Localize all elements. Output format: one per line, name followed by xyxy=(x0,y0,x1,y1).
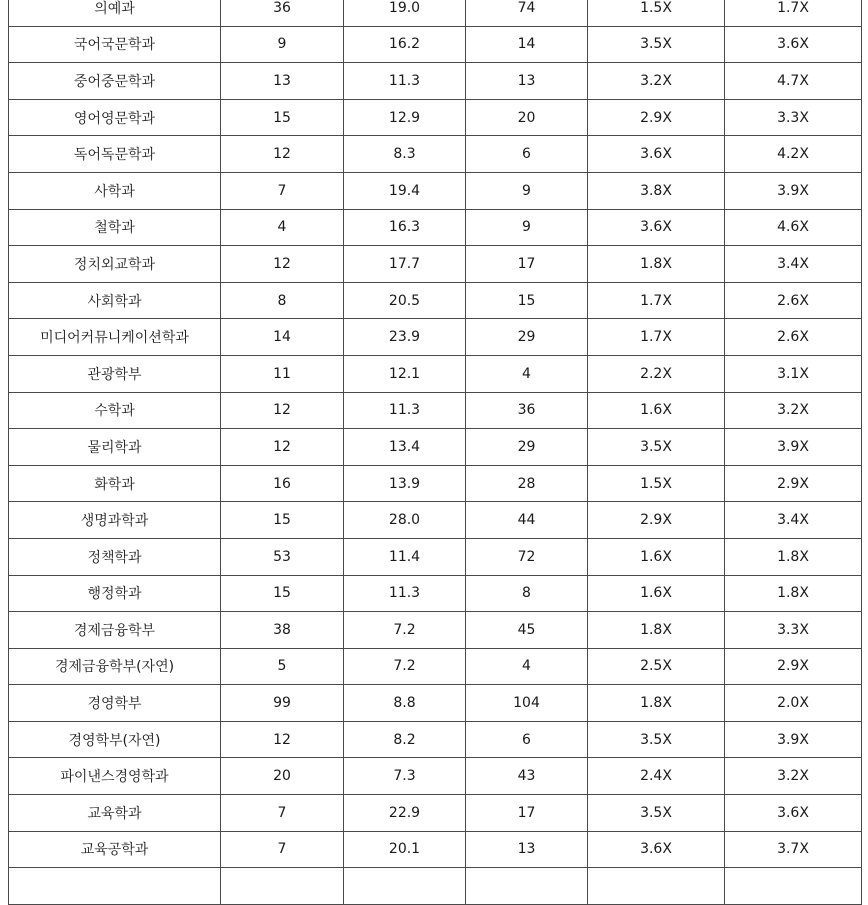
table-row xyxy=(9,392,862,429)
table-row xyxy=(9,502,862,539)
quota-cell: 5 xyxy=(221,648,344,685)
multiple-cell-a: 1.8X xyxy=(588,246,725,283)
multiple-cell-a: 1.7X xyxy=(588,319,725,356)
table-row xyxy=(9,99,862,136)
table-row xyxy=(9,282,862,319)
multiple-cell-a: 2.9X xyxy=(588,502,725,539)
quota-cell: 8 xyxy=(221,282,344,319)
multiple-cell-a: 2.2X xyxy=(588,355,725,392)
table-row xyxy=(9,538,862,575)
count-cell: 9 xyxy=(466,209,588,246)
multiple-cell-b: 3.2X xyxy=(725,758,862,795)
department-cell: 의예과 xyxy=(9,0,221,26)
department-cell xyxy=(9,868,221,905)
quota-cell: 15 xyxy=(221,575,344,612)
multiple-cell-a: 3.8X xyxy=(588,172,725,209)
quota-cell: 13 xyxy=(221,63,344,100)
count-cell: 72 xyxy=(466,538,588,575)
multiple-cell-a: 1.5X xyxy=(588,0,725,26)
count-cell: 8 xyxy=(466,575,588,612)
multiple-cell-a: 3.5X xyxy=(588,429,725,466)
multiple-cell-a: 3.2X xyxy=(588,63,725,100)
count-cell: 4 xyxy=(466,355,588,392)
multiple-cell-a: 3.5X xyxy=(588,795,725,832)
table-row xyxy=(9,685,862,722)
table-row xyxy=(9,758,862,795)
multiple-cell-b: 3.7X xyxy=(725,831,862,868)
multiple-cell-b: 1.8X xyxy=(725,538,862,575)
multiple-cell-a: 2.5X xyxy=(588,648,725,685)
table-row xyxy=(9,795,862,832)
count-cell: 44 xyxy=(466,502,588,539)
multiple-cell-b: 3.9X xyxy=(725,721,862,758)
department-cell: 독어독문학과 xyxy=(9,136,221,173)
multiple-cell-a xyxy=(588,868,725,905)
ratio-cell: 7.2 xyxy=(344,648,466,685)
ratio-cell: 16.3 xyxy=(344,209,466,246)
department-cell: 중어중문학과 xyxy=(9,63,221,100)
count-cell: 14 xyxy=(466,26,588,63)
department-cell: 교육공학과 xyxy=(9,831,221,868)
department-cell: 미디어커뮤니케이션학과 xyxy=(9,319,221,356)
ratio-cell: 7.2 xyxy=(344,612,466,649)
quota-cell: 11 xyxy=(221,355,344,392)
department-cell: 영어영문학과 xyxy=(9,99,221,136)
count-cell: 20 xyxy=(466,99,588,136)
table-row xyxy=(9,831,862,868)
table-row xyxy=(9,355,862,392)
table-row xyxy=(9,0,862,26)
multiple-cell-a: 3.5X xyxy=(588,721,725,758)
department-cell: 경영학부 xyxy=(9,685,221,722)
ratio-cell: 12.1 xyxy=(344,355,466,392)
ratio-cell: 8.8 xyxy=(344,685,466,722)
quota-cell: 53 xyxy=(221,538,344,575)
table-row xyxy=(9,136,862,173)
multiple-cell-b: 4.6X xyxy=(725,209,862,246)
count-cell: 17 xyxy=(466,795,588,832)
table-row xyxy=(9,465,862,502)
multiple-cell-a: 2.4X xyxy=(588,758,725,795)
department-cell: 사학과 xyxy=(9,172,221,209)
table-body xyxy=(9,0,862,904)
quota-cell: 12 xyxy=(221,429,344,466)
ratio-cell: 11.4 xyxy=(344,538,466,575)
multiple-cell-b: 3.9X xyxy=(725,172,862,209)
multiple-cell-a: 1.7X xyxy=(588,282,725,319)
count-cell: 9 xyxy=(466,172,588,209)
quota-cell: 9 xyxy=(221,26,344,63)
department-cell: 수학과 xyxy=(9,392,221,429)
department-cell: 화학과 xyxy=(9,465,221,502)
multiple-cell-b: 4.2X xyxy=(725,136,862,173)
ratio-cell: 11.3 xyxy=(344,575,466,612)
ratio-cell: 13.9 xyxy=(344,465,466,502)
table-row xyxy=(9,575,862,612)
multiple-cell-a: 1.6X xyxy=(588,575,725,612)
ratio-cell: 8.3 xyxy=(344,136,466,173)
ratio-cell xyxy=(344,868,466,905)
department-cell: 정치외교학과 xyxy=(9,246,221,283)
table-row xyxy=(9,429,862,466)
multiple-cell-b: 3.4X xyxy=(725,246,862,283)
multiple-cell-a: 1.5X xyxy=(588,465,725,502)
department-cell: 국어국문학과 xyxy=(9,26,221,63)
admissions-table-container xyxy=(8,0,862,905)
ratio-cell: 20.1 xyxy=(344,831,466,868)
multiple-cell-b: 3.1X xyxy=(725,355,862,392)
multiple-cell-a: 1.6X xyxy=(588,392,725,429)
quota-cell: 7 xyxy=(221,795,344,832)
count-cell: 15 xyxy=(466,282,588,319)
quota-cell: 15 xyxy=(221,502,344,539)
multiple-cell-a: 1.8X xyxy=(588,612,725,649)
quota-cell: 4 xyxy=(221,209,344,246)
multiple-cell-b: 2.6X xyxy=(725,319,862,356)
multiple-cell-b: 2.0X xyxy=(725,685,862,722)
multiple-cell-b: 2.9X xyxy=(725,648,862,685)
multiple-cell-a: 3.5X xyxy=(588,26,725,63)
quota-cell: 16 xyxy=(221,465,344,502)
quota-cell: 15 xyxy=(221,99,344,136)
count-cell: 45 xyxy=(466,612,588,649)
count-cell: 28 xyxy=(466,465,588,502)
ratio-cell: 28.0 xyxy=(344,502,466,539)
department-cell: 관광학부 xyxy=(9,355,221,392)
multiple-cell-a: 3.6X xyxy=(588,209,725,246)
count-cell: 36 xyxy=(466,392,588,429)
multiple-cell-b: 2.9X xyxy=(725,465,862,502)
count-cell: 29 xyxy=(466,319,588,356)
count-cell: 104 xyxy=(466,685,588,722)
ratio-cell: 19.4 xyxy=(344,172,466,209)
multiple-cell-b: 3.9X xyxy=(725,429,862,466)
ratio-cell: 11.3 xyxy=(344,63,466,100)
quota-cell xyxy=(221,868,344,905)
admissions-table xyxy=(8,0,862,905)
multiple-cell-a: 2.9X xyxy=(588,99,725,136)
multiple-cell-a: 1.8X xyxy=(588,685,725,722)
table-row xyxy=(9,172,862,209)
multiple-cell-b: 3.6X xyxy=(725,26,862,63)
count-cell: 17 xyxy=(466,246,588,283)
ratio-cell: 13.4 xyxy=(344,429,466,466)
count-cell: 6 xyxy=(466,136,588,173)
multiple-cell-b: 3.3X xyxy=(725,612,862,649)
quota-cell: 12 xyxy=(221,392,344,429)
department-cell: 물리학과 xyxy=(9,429,221,466)
quota-cell: 99 xyxy=(221,685,344,722)
multiple-cell-a: 3.6X xyxy=(588,136,725,173)
department-cell: 정책학과 xyxy=(9,538,221,575)
table-row xyxy=(9,63,862,100)
quota-cell: 14 xyxy=(221,319,344,356)
table-row xyxy=(9,648,862,685)
ratio-cell: 8.2 xyxy=(344,721,466,758)
table-row xyxy=(9,868,862,905)
ratio-cell: 16.2 xyxy=(344,26,466,63)
count-cell: 13 xyxy=(466,831,588,868)
count-cell: 6 xyxy=(466,721,588,758)
ratio-cell: 22.9 xyxy=(344,795,466,832)
table-row xyxy=(9,319,862,356)
quota-cell: 7 xyxy=(221,831,344,868)
ratio-cell: 20.5 xyxy=(344,282,466,319)
table-row xyxy=(9,612,862,649)
department-cell: 경제금융학부 xyxy=(9,612,221,649)
ratio-cell: 12.9 xyxy=(344,99,466,136)
table-row xyxy=(9,246,862,283)
table-row xyxy=(9,209,862,246)
multiple-cell-b xyxy=(725,868,862,905)
department-cell: 파이낸스경영학과 xyxy=(9,758,221,795)
multiple-cell-b: 4.7X xyxy=(725,63,862,100)
count-cell: 43 xyxy=(466,758,588,795)
quota-cell: 12 xyxy=(221,136,344,173)
quota-cell: 36 xyxy=(221,0,344,26)
department-cell: 생명과학과 xyxy=(9,502,221,539)
department-cell: 경영학부(자연) xyxy=(9,721,221,758)
multiple-cell-b: 3.6X xyxy=(725,795,862,832)
department-cell: 행정학과 xyxy=(9,575,221,612)
multiple-cell-b: 1.7X xyxy=(725,0,862,26)
count-cell: 13 xyxy=(466,63,588,100)
quota-cell: 12 xyxy=(221,246,344,283)
multiple-cell-a: 3.6X xyxy=(588,831,725,868)
multiple-cell-b: 3.4X xyxy=(725,502,862,539)
department-cell: 경제금융학부(자연) xyxy=(9,648,221,685)
department-cell: 사회학과 xyxy=(9,282,221,319)
department-cell: 교육학과 xyxy=(9,795,221,832)
table-row xyxy=(9,721,862,758)
quota-cell: 12 xyxy=(221,721,344,758)
ratio-cell: 23.9 xyxy=(344,319,466,356)
quota-cell: 20 xyxy=(221,758,344,795)
ratio-cell: 11.3 xyxy=(344,392,466,429)
multiple-cell-b: 1.8X xyxy=(725,575,862,612)
ratio-cell: 17.7 xyxy=(344,246,466,283)
ratio-cell: 7.3 xyxy=(344,758,466,795)
multiple-cell-a: 1.6X xyxy=(588,538,725,575)
quota-cell: 38 xyxy=(221,612,344,649)
multiple-cell-b: 3.3X xyxy=(725,99,862,136)
count-cell: 74 xyxy=(466,0,588,26)
multiple-cell-b: 2.6X xyxy=(725,282,862,319)
ratio-cell: 19.0 xyxy=(344,0,466,26)
quota-cell: 7 xyxy=(221,172,344,209)
department-cell: 철학과 xyxy=(9,209,221,246)
count-cell xyxy=(466,868,588,905)
count-cell: 4 xyxy=(466,648,588,685)
multiple-cell-b: 3.2X xyxy=(725,392,862,429)
count-cell: 29 xyxy=(466,429,588,466)
table-row xyxy=(9,26,862,63)
